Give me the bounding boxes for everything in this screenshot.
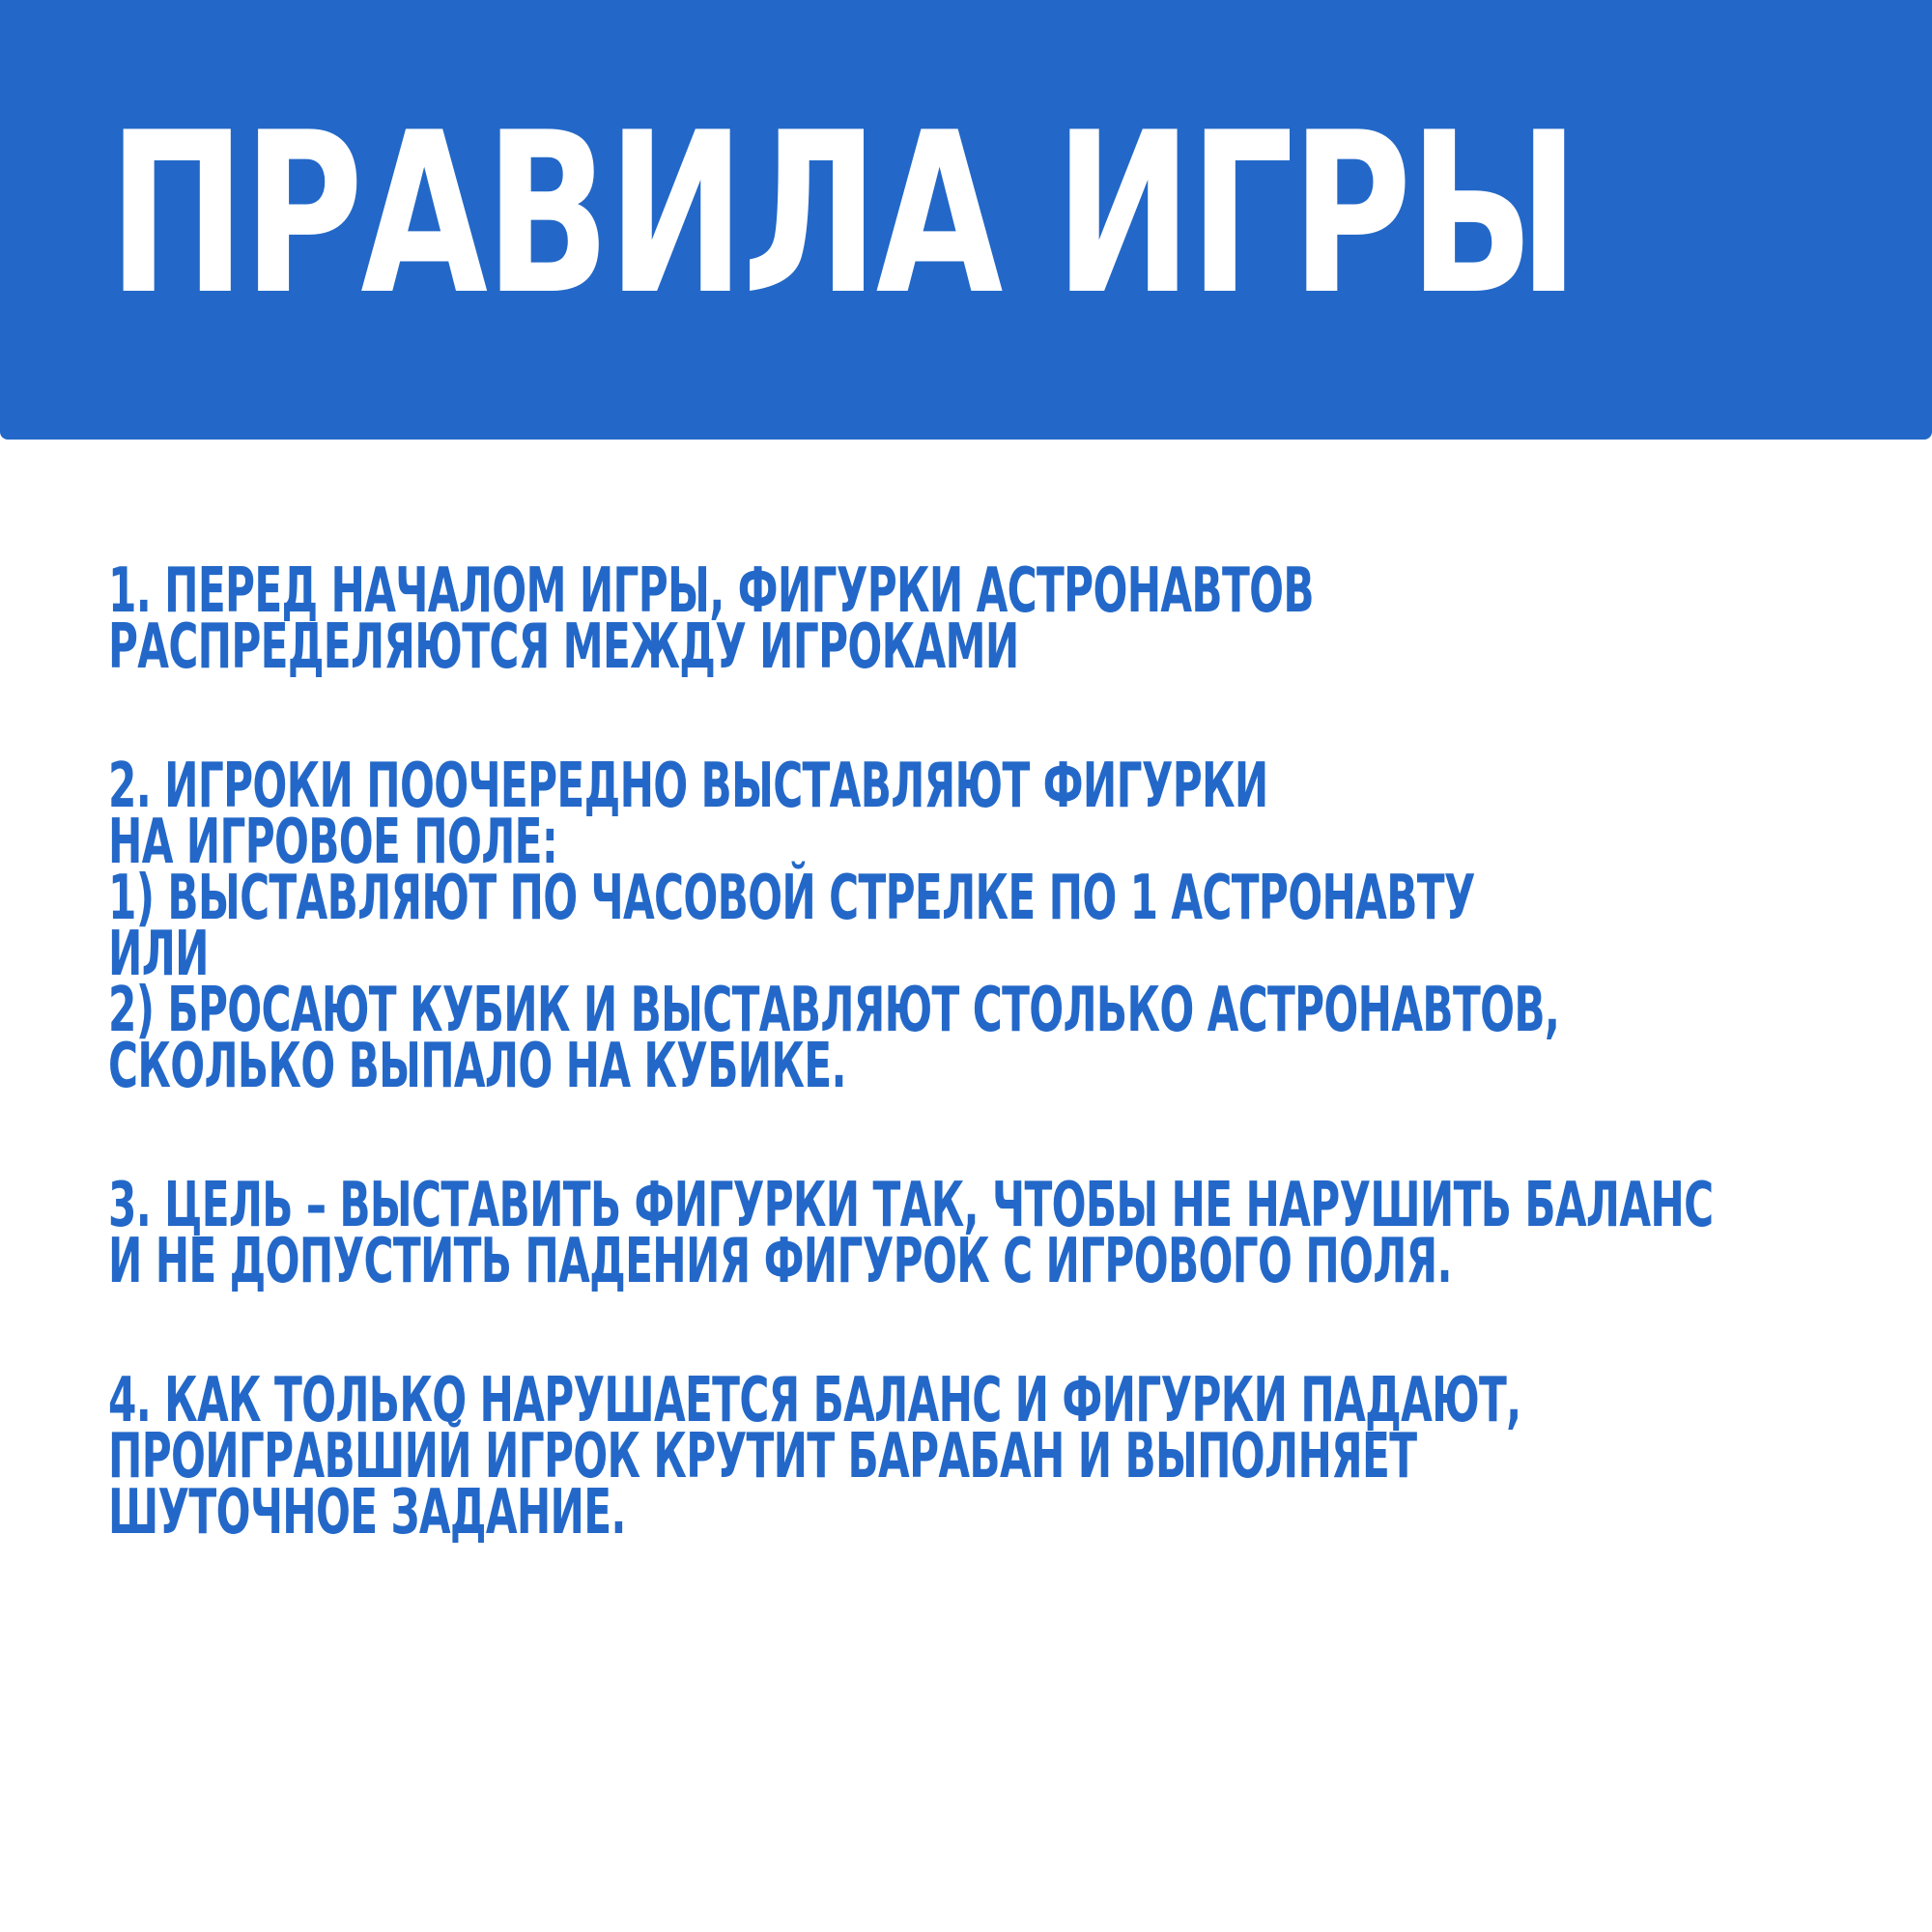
rule-2-line-5: 2) БРОСАЮТ КУБИК И ВЫСТАВЛЯЮТ СТОЛЬКО АСТРОНАВТОВ,: [108, 975, 1560, 1046]
rule-2-line-2: НА ИГРОВОЕ ПОЛЕ:: [108, 807, 558, 878]
rule-3-line-2: И НЕ ДОПУСТИТЬ ПАДЕНИЯ ФИГУРОК С ИГРОВОГО ПОЛЯ.: [108, 1226, 1452, 1297]
rule-2-line-6: СКОЛЬКО ВЫПАЛО НА КУБИКЕ.: [108, 1031, 846, 1102]
header-band: [0, 0, 1932, 440]
page-title: ПРАВИЛА ИГРЫ: [108, 86, 1577, 344]
rule-3-line-1: 3. ЦЕЛЬ – ВЫСТАВИТЬ ФИГУРКИ ТАК, ЧТОБЫ НЕ НАРУШИТЬ БАЛАНС: [108, 1170, 1714, 1241]
rule-1-line-2: РАСПРЕДЕЛЯЮТСЯ МЕЖДУ ИГРОКАМИ: [108, 611, 1019, 683]
rule-2-line-1: 2. ИГРОКИ ПООЧЕРЕДНО ВЫСТАВЛЯЮТ ФИГУРКИ: [108, 751, 1268, 822]
rule-4-line-3: ШУТОЧНОЕ ЗАДАНИЕ.: [108, 1477, 626, 1548]
rule-4-line-1: 4. КАК ТОЛЬКО НАРУШАЕТСЯ БАЛАНС И ФИГУРКИ ПАДАЮТ,: [108, 1365, 1521, 1436]
rules-list: [108, 555, 1847, 1624]
rule-3: [108, 1170, 1847, 1297]
rule-4-line-2: ПРОИГРАВШИЙ ИГРОК КРУТИТ БАРАБАН И ВЫПОЛНЯЕТ: [108, 1421, 1417, 1492]
rule-4: [108, 1365, 1847, 1548]
rule-2: [108, 751, 1847, 1102]
rule-2-line-3: 1) ВЫСТАВЛЯЮТ ПО ЧАСОВОЙ СТРЕЛКЕ ПО 1 АСТРОНАВТУ: [108, 863, 1475, 934]
rule-1: [108, 555, 1847, 683]
rule-1-line-1: 1. ПЕРЕД НАЧАЛОМ ИГРЫ, ФИГУРКИ АСТРОНАВТОВ: [108, 555, 1314, 627]
rule-2-line-4: ИЛИ: [108, 919, 209, 990]
